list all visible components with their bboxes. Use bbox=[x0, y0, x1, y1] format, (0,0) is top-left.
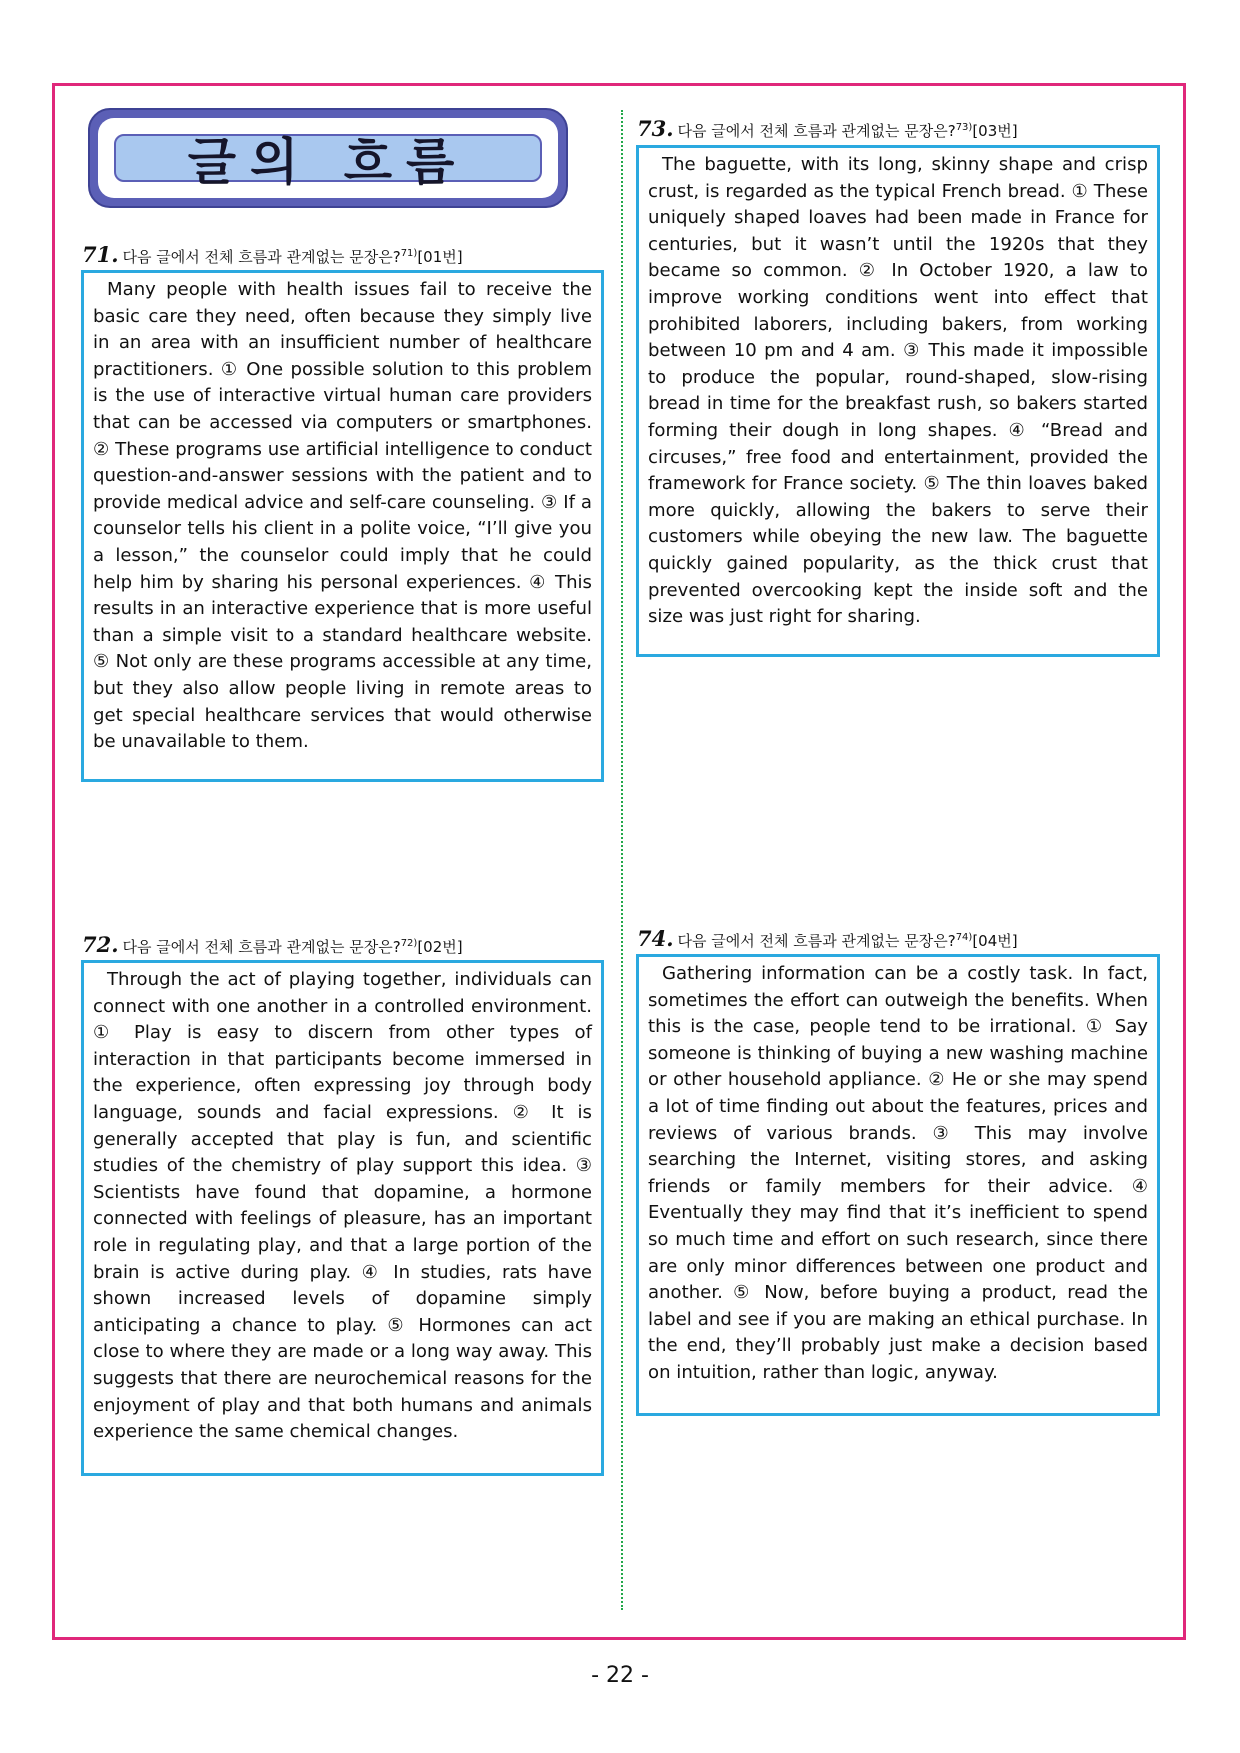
page-number: - 22 - bbox=[591, 1663, 649, 1688]
section-title-banner bbox=[88, 108, 568, 208]
question-74-number: 74. bbox=[637, 926, 674, 951]
question-72-number: 72. bbox=[82, 932, 119, 957]
question-73-number: 73. bbox=[637, 116, 674, 141]
question-74-header bbox=[637, 926, 1018, 951]
question-74-prompt: 다음 글에서 전체 흐름과 관계없는 문장은? bbox=[677, 932, 956, 950]
question-73-footnote: 73) bbox=[955, 122, 973, 133]
question-73-prompt: 다음 글에서 전체 흐름과 관계없는 문장은? bbox=[677, 122, 956, 140]
section-title: 글의 흐름 bbox=[187, 133, 469, 191]
question-72-ref: [02번] bbox=[417, 938, 463, 956]
question-72-passage: Through the act of playing together, individuals can connect with one another in a controlled environment. ① Play is easy to discern from other types of interaction in that participants become immersed in the experience, often expressing joy through body language, sounds and facial expressions. ② It is generally accepted that play is fun, and scientific studies of the chemistry of play support this idea. ③ Scientists have found that dopamine, a hormone connected with feelings of pleasure, has an important role in regulating play, and that a large portion of the brain is active during play. ④ In studies, rats have shown increased levels of dopamine simply anticipating a chance to play. ⑤ Hormones can act close to where they are made or a long way away. This suggests that there are neurochemical reasons for the enjoyment of play and that both humans and animals experience the same chemical changes. bbox=[93, 969, 592, 1443]
question-72-prompt: 다음 글에서 전체 흐름과 관계없는 문장은? bbox=[122, 938, 401, 956]
question-71-footnote: 71) bbox=[400, 248, 418, 259]
question-71-ref: [01번] bbox=[417, 248, 463, 266]
question-73-passage: The baguette, with its long, skinny shape and crisp crust, is regarded as the typical French bread. ① These uniquely shaped loaves had been made in France for centuries, but it wasn’t until the 1920s that they became so common. ② In October 1920, a law to improve working conditions went into effect that prohibited laborers, including bakers, from working between 10 pm and 4 am. ③ This made it impossible to produce the popular, round-shaped, slow-rising bread in time for the breakfast rush, so bakers started forming their dough in long shapes. ④ “Bread and circuses,” free food and entertainment, provided the framework for France society. ⑤ The thin loaves baked more quickly, allowing the bakers to serve their customers while obeying the new law. The baguette quickly gained popularity, as the thick crust that prevented overcooking kept the inside soft and the size was just right for sharing. bbox=[648, 154, 1148, 628]
column-divider bbox=[621, 110, 623, 1610]
question-71-number: 71. bbox=[82, 242, 119, 267]
question-71-passage-box bbox=[81, 270, 604, 782]
question-72-header bbox=[82, 932, 463, 957]
question-74-ref: [04번] bbox=[972, 932, 1018, 950]
question-73-header bbox=[637, 116, 1018, 141]
question-74-passage-box bbox=[636, 954, 1160, 1416]
question-74-passage: Gathering information can be a costly task. In fact, sometimes the effort can outweigh the benefits. When this is the case, people tend to be irrational. ① Say someone is thinking of buying a new washing machine or other household appliance. ② He or she may spend a lot of time finding out about the features, prices and reviews of various brands. ③ This may involve searching the Internet, visiting stores, and asking friends or family members for their advice. ④ Eventually they may find that it’s inefficient to spend so much time and effort on such research, since there are only minor differences between one product and another. ⑤ Now, before buying a product, read the label and see if you are making an ethical purchase. In the end, they’ll probably just make a decision based on intuition, rather than logic, anyway. bbox=[648, 963, 1148, 1383]
question-71-prompt: 다음 글에서 전체 흐름과 관계없는 문장은? bbox=[122, 248, 401, 266]
question-73-passage-box bbox=[636, 145, 1160, 657]
question-72-footnote: 72) bbox=[400, 938, 418, 949]
question-73-ref: [03번] bbox=[972, 122, 1018, 140]
question-74-footnote: 74) bbox=[955, 932, 973, 943]
question-71-passage: Many people with health issues fail to receive the basic care they need, often because they simply live in an area with an insufficient number of healthcare practitioners. ① One possible solution to this problem is the use of interactive virtual human care providers that can be accessed via computers or smartphones. ② These programs use artificial intelligence to conduct question-and-answer sessions with the patient and to provide medical advice and self-care counseling. ③ If a counselor tells his client in a polite voice, “I’ll give you a lesson,” the counselor could imply that he could help him by sharing his personal experiences. ④ This results in an interactive experience that is more useful than a simple visit to a standard healthcare website. ⑤ Not only are these programs accessible at any time, but they also allow people living in remote areas to get special healthcare services that would otherwise be unavailable to them. bbox=[93, 279, 592, 753]
question-71-header bbox=[82, 242, 463, 267]
question-72-passage-box bbox=[81, 960, 604, 1476]
